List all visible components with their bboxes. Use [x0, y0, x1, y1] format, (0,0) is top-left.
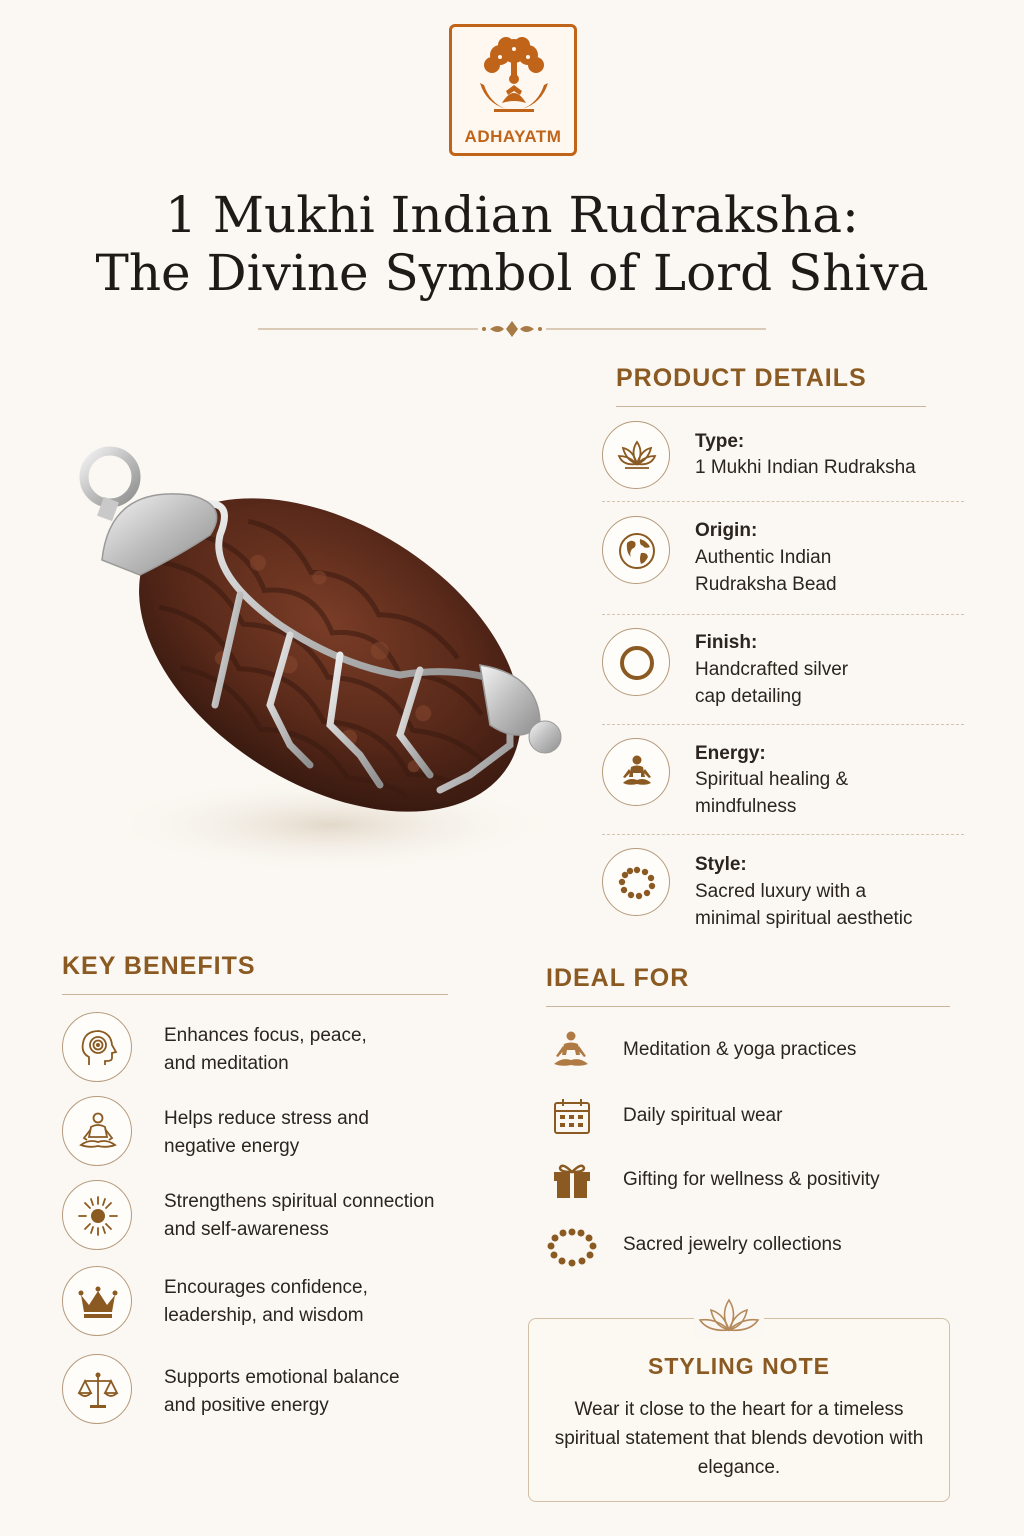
lotus-icon: [615, 434, 659, 478]
product-detail-type-label: Type:: [695, 431, 745, 452]
title-line-1: 1 Mukhi Indian Rudraksha:: [165, 186, 859, 244]
lotus-icon: [694, 1296, 764, 1338]
benefit-connection-icon: [62, 1180, 132, 1250]
benefit-text: Enhances focus, peace, and meditation: [164, 1025, 367, 1074]
benefit-confidence-icon: [62, 1266, 132, 1336]
product-detail-type-value: 1 Mukhi Indian Rudraksha: [695, 457, 916, 478]
product-detail-finish-value: Handcrafted silver cap detailing: [695, 659, 849, 707]
meditation-outline-icon: [75, 1109, 121, 1155]
product-detail-origin-label: Origin:: [695, 520, 758, 541]
product-detail-type-icon: [602, 421, 670, 489]
benefit-text: Strengthens spiritual connection and self-awareness: [164, 1191, 435, 1240]
benefit-text: Helps reduce stress and negative energy: [164, 1108, 369, 1157]
crown-icon: [75, 1279, 121, 1325]
brand-logo: [449, 24, 577, 156]
product-detail-separator: [602, 724, 964, 725]
ideal-for-item: Sacred jewelry collections: [623, 1234, 842, 1255]
meditation-icon: [615, 751, 659, 795]
title-line-2: The Divine Symbol of Lord Shiva: [95, 244, 929, 302]
calendar-icon: [550, 1095, 594, 1139]
product-details-heading: PRODUCT DETAILS: [616, 364, 867, 392]
ideal-for-heading: IDEAL FOR: [546, 964, 690, 992]
mind-focus-icon: [75, 1025, 121, 1071]
styling-note-card: [528, 1318, 950, 1502]
rudraksha-pendant-image: [40, 425, 600, 895]
ideal-for-rule: [546, 1006, 950, 1007]
benefit-balance-icon: [62, 1354, 132, 1424]
product-detail-separator: [602, 501, 964, 502]
key-benefits-rule: [62, 994, 448, 995]
sun-icon: [75, 1193, 121, 1239]
product-detail-energy-label: Energy:: [695, 743, 766, 764]
bead-mala-icon: [546, 1226, 598, 1270]
benefit-stress-icon: [62, 1096, 132, 1166]
styling-note-heading: STYLING NOTE: [648, 1353, 830, 1379]
tree-meditation-icon: [466, 33, 562, 119]
benefit-focus-icon: [62, 1012, 132, 1082]
styling-note-text: Wear it close to the heart for a timeless spiritual statement that blends devotion with elegance.: [554, 1399, 924, 1478]
brand-name: ADHAYATM: [464, 127, 562, 146]
page-title: [0, 186, 1024, 302]
globe-icon: [615, 529, 659, 573]
ring-icon: [615, 641, 659, 685]
product-detail-style-value: Sacred luxury with a minimal spiritual aesthetic: [695, 881, 913, 929]
meditation-icon: [548, 1028, 594, 1074]
key-benefits-heading: KEY BENEFITS: [62, 952, 256, 980]
product-detail-finish-icon: [602, 628, 670, 696]
product-detail-style-icon: [602, 848, 670, 916]
product-detail-style-label: Style:: [695, 854, 747, 875]
product-detail-separator: [602, 614, 964, 615]
product-detail-origin-icon: [602, 516, 670, 584]
gift-icon: [550, 1158, 594, 1202]
benefit-text: Encourages confidence, leadership, and wisdom: [164, 1277, 368, 1326]
bead-mala-icon: [615, 861, 659, 905]
product-details-rule: [616, 406, 926, 407]
product-detail-energy-icon: [602, 738, 670, 806]
ideal-for-item: Meditation & yoga practices: [623, 1039, 857, 1060]
ornament-divider: [258, 317, 766, 341]
product-detail-finish-label: Finish:: [695, 632, 758, 653]
product-detail-origin-value: Authentic Indian Rudraksha Bead: [695, 547, 837, 595]
ideal-for-item: Daily spiritual wear: [623, 1105, 783, 1126]
ideal-for-item: Gifting for wellness & positivity: [623, 1169, 880, 1190]
product-detail-energy-value: Spiritual healing & mindfulness: [695, 769, 849, 817]
product-detail-separator: [602, 834, 964, 835]
benefit-text: Supports emotional balance and positive energy: [164, 1367, 400, 1416]
balance-scale-icon: [75, 1367, 121, 1413]
